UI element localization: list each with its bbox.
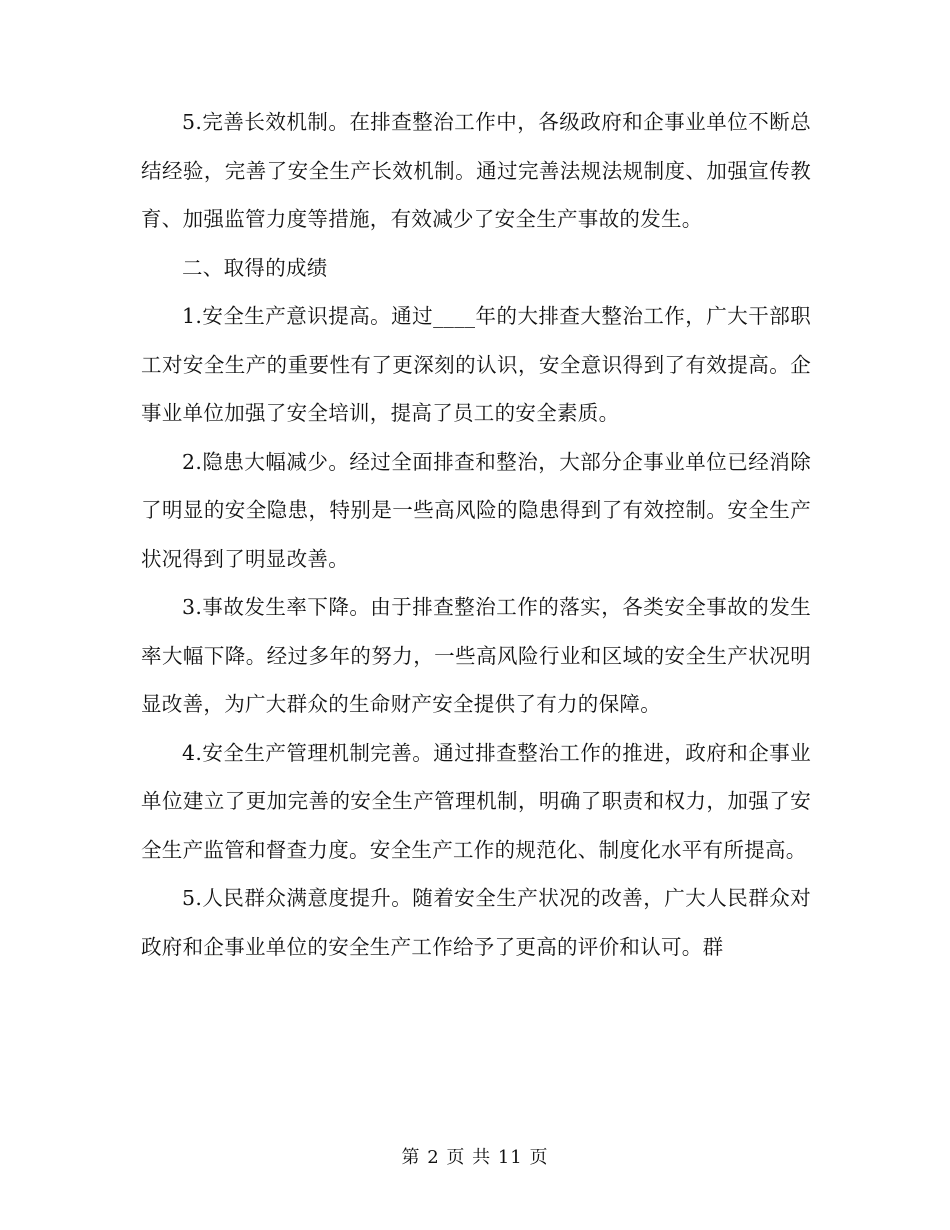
page-number-label: 第 2 页 共 11 页 (401, 1147, 549, 1168)
section-heading-achievements: 二、取得的成绩 (182, 255, 328, 280)
paragraph-safety-awareness: 1.安全生产意识提高。通过____年的大排查大整治工作，广大干部职工对安全生产的重要性有了更深刻的认识，安全意识得到了有效提高。企事业单位加强了安全培训，提高了员工的安全素质。 (141, 304, 811, 425)
paragraph-hazards-reduced: 2.隐患大幅减少。经过全面排查和整治，大部分企事业单位已经消除了明显的安全隐患，特别是一些高风险的隐患得到了有效控制。安全生产状况得到了明显改善。 (141, 449, 811, 571)
paragraph-improve-mechanism: 5.完善长效机制。在排查整治工作中，各级政府和企事业单位不断总结经验，完善了安全生产长效机制。通过完善法规法规制度、加强宣传教育、加强监管力度等措施，有效减少了安全生产事故的发生。 (141, 110, 811, 231)
page-footer (0, 1146, 950, 1170)
paragraph-accident-rate: 3.事故发生率下降。由于排查整治工作的落实，各类安全事故的发生率大幅下降。经过多年的努力，一些高风险行业和区域的安全生产状况明显改善，为广大群众的生命财产安全提供了有力的保障。 (141, 595, 811, 716)
document-body (141, 98, 811, 971)
paragraph-management-mechanism: 4.安全生产管理机制完善。通过排查整治工作的推进，政府和企事业单位建立了更加完善的安全生产管理机制，明确了职责和权力，加强了安全生产监管和督查力度。安全生产工作的规范化、制度化水平有所提高。 (141, 740, 811, 862)
paragraph-public-satisfaction: 5.人民群众满意度提升。随着安全生产状况的改善，广大人民群众对政府和企事业单位的安全生产工作给予了更高的评价和认可。群 (141, 886, 811, 959)
